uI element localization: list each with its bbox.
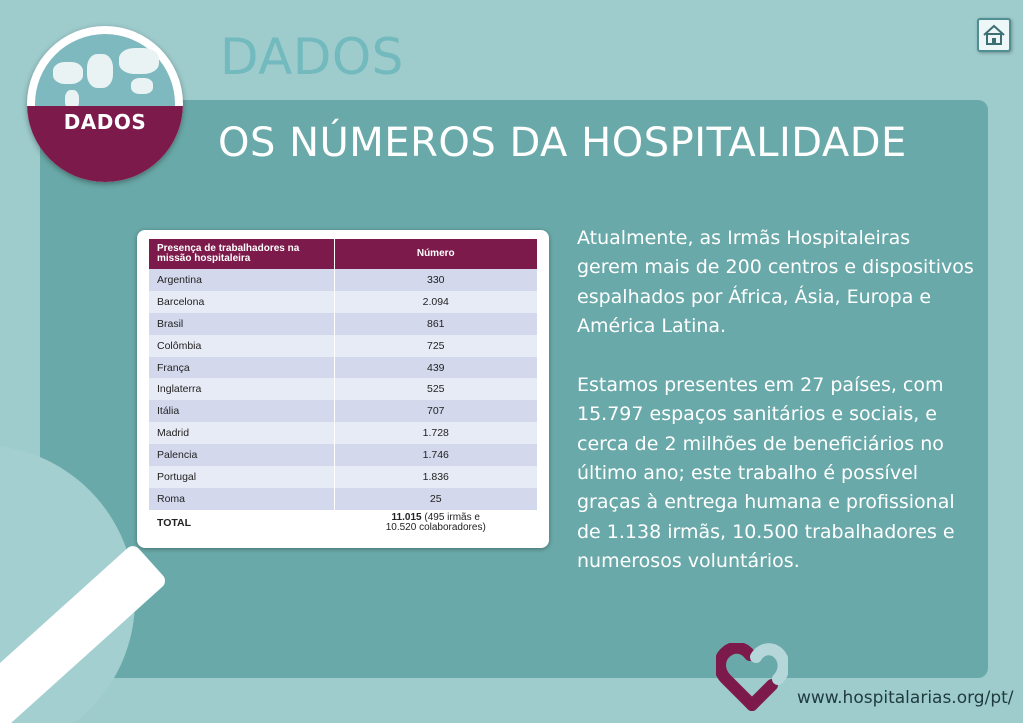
home-icon — [982, 24, 1006, 46]
row-label: Argentina — [149, 269, 334, 291]
row-value: 439 — [334, 357, 537, 379]
table-row — [149, 422, 537, 444]
row-value: 330 — [334, 269, 537, 291]
row-value: 861 — [334, 313, 537, 335]
table-total-row — [149, 510, 537, 536]
table-row — [149, 466, 537, 488]
heart-logo-icon — [716, 643, 788, 717]
table-row — [149, 269, 537, 291]
total-value — [334, 510, 537, 536]
row-label: Inglaterra — [149, 378, 334, 400]
description-text — [577, 224, 977, 606]
table-body — [149, 269, 537, 536]
row-label: França — [149, 357, 334, 379]
total-detail-2: 10.520 colaboradores) — [385, 521, 486, 533]
workers-table-card — [137, 230, 549, 548]
row-value: 1.746 — [334, 444, 537, 466]
home-button[interactable] — [977, 18, 1011, 52]
row-label: Barcelona — [149, 291, 334, 313]
table-row — [149, 444, 537, 466]
table-row — [149, 488, 537, 510]
page-title: OS NÚMEROS DA HOSPITALIDADE — [218, 120, 907, 166]
table-header-row — [149, 239, 537, 269]
row-label: Roma — [149, 488, 334, 510]
row-label: Brasil — [149, 313, 334, 335]
row-value: 2.094 — [334, 291, 537, 313]
row-value: 525 — [334, 378, 537, 400]
section-heading: DADOS — [220, 28, 404, 86]
column-header-presence: Presença de trabalhadores na missão hospitaleira — [149, 239, 334, 269]
row-label: Colômbia — [149, 335, 334, 357]
total-number: 11.015 — [391, 511, 422, 523]
row-value: 1.728 — [334, 422, 537, 444]
table-row — [149, 378, 537, 400]
row-value: 25 — [334, 488, 537, 510]
paragraph-1: Atualmente, as Irmãs Hospitaleiras gerem mais de 200 centros e dispositivos espalhados por África, Ásia, Europa e América Latina. — [577, 227, 974, 337]
website-link[interactable]: www.hospitalarias.org/pt/ — [797, 688, 1014, 708]
workers-table — [149, 239, 537, 536]
section-badge — [27, 26, 183, 182]
table-row — [149, 335, 537, 357]
row-value: 707 — [334, 400, 537, 422]
paragraph-2: Estamos presentes em 27 países, com 15.797 espaços sanitários e sociais, e cerca de 2 milhões de beneficiários no último ano; este trabalho é possível graças à entrega humana e profissional de 1.138 irmãs, 10.500 trabalhadores e numerosos voluntários. — [577, 374, 955, 572]
table-row — [149, 291, 537, 313]
table-row — [149, 400, 537, 422]
total-detail-1: (495 irmãs e — [421, 511, 480, 523]
row-value: 725 — [334, 335, 537, 357]
badge-label: DADOS — [63, 110, 147, 134]
total-label: TOTAL — [149, 510, 334, 536]
table-row — [149, 357, 537, 379]
table-row — [149, 313, 537, 335]
row-label: Madrid — [149, 422, 334, 444]
row-label: Palencia — [149, 444, 334, 466]
row-label: Itália — [149, 400, 334, 422]
column-header-number: Número — [334, 239, 537, 269]
row-label: Portugal — [149, 466, 334, 488]
row-value: 1.836 — [334, 466, 537, 488]
